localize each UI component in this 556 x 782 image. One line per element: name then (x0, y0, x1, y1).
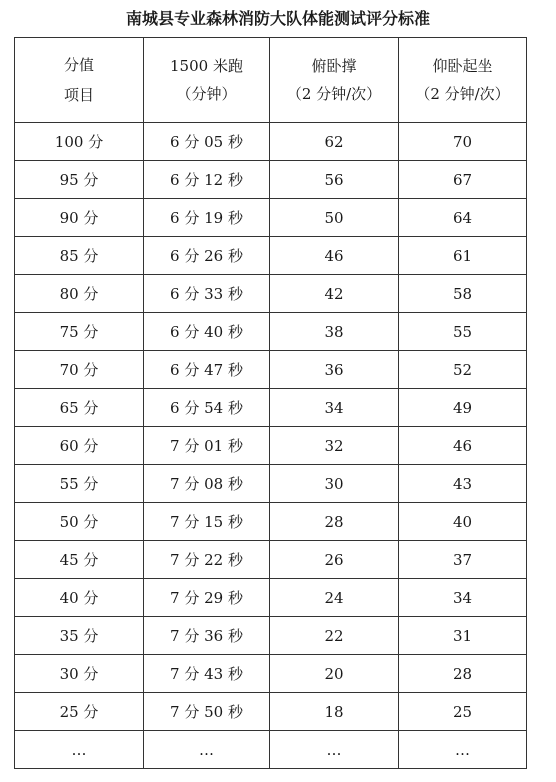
cell-pushups: 22 (270, 617, 399, 655)
cell-1500m-time: 7 分 29 秒 (144, 579, 270, 617)
cell-score: 85 分 (15, 237, 144, 275)
cell-situps: 40 (399, 503, 527, 541)
cell-score: 65 分 (15, 389, 144, 427)
cell-situps: 58 (399, 275, 527, 313)
header-situps-label: 仰卧起坐 (432, 57, 493, 75)
cell-pushups: 18 (270, 693, 399, 731)
cell-1500m-time: 6 分 12 秒 (144, 161, 270, 199)
cell-1500m-time: 7 分 22 秒 (144, 541, 270, 579)
table-body (15, 123, 527, 769)
cell-pushups: 34 (270, 389, 399, 427)
table-row (15, 541, 527, 579)
cell-situps: 28 (399, 655, 527, 693)
cell-1500m-time: 6 分 54 秒 (144, 389, 270, 427)
cell-situps: 31 (399, 617, 527, 655)
cell-1500m-time: 6 分 05 秒 (144, 123, 270, 161)
table-row (15, 693, 527, 731)
header-pushups (270, 38, 399, 123)
table-row (15, 161, 527, 199)
cell-score: 80 分 (15, 275, 144, 313)
cell-pushups: 24 (270, 579, 399, 617)
header-situps-unit: （2 分钟/次） (415, 85, 510, 103)
cell-pushups: 46 (270, 237, 399, 275)
cell-pushups: 36 (270, 351, 399, 389)
cell-score: 95 分 (15, 161, 144, 199)
cell-1500m-time: 7 分 50 秒 (144, 693, 270, 731)
cell-1500m-time: 6 分 47 秒 (144, 351, 270, 389)
cell-score: 60 分 (15, 427, 144, 465)
cell-1500m-time: … (144, 731, 270, 769)
cell-score: 25 分 (15, 693, 144, 731)
cell-situps: … (399, 731, 527, 769)
cell-pushups: 26 (270, 541, 399, 579)
cell-1500m-time: 6 分 19 秒 (144, 199, 270, 237)
cell-situps: 67 (399, 161, 527, 199)
table-row (15, 237, 527, 275)
cell-pushups: 20 (270, 655, 399, 693)
cell-pushups: 62 (270, 123, 399, 161)
table-header-row (15, 38, 527, 123)
table-row (15, 427, 527, 465)
cell-score: 30 分 (15, 655, 144, 693)
cell-score: 50 分 (15, 503, 144, 541)
cell-pushups: … (270, 731, 399, 769)
cell-pushups: 28 (270, 503, 399, 541)
cell-1500m-time: 6 分 26 秒 (144, 237, 270, 275)
cell-score: 40 分 (15, 579, 144, 617)
cell-situps: 49 (399, 389, 527, 427)
score-table (14, 37, 527, 769)
header-1500m-label: 1500 米跑 (170, 57, 243, 75)
cell-pushups: 50 (270, 199, 399, 237)
cell-1500m-time: 6 分 33 秒 (144, 275, 270, 313)
cell-pushups: 32 (270, 427, 399, 465)
cell-score: 75 分 (15, 313, 144, 351)
table-row (15, 731, 527, 769)
header-1500m-run (144, 38, 270, 123)
cell-situps: 46 (399, 427, 527, 465)
table-row (15, 389, 527, 427)
table-row (15, 351, 527, 389)
table-row (15, 655, 527, 693)
cell-pushups: 38 (270, 313, 399, 351)
table-row (15, 465, 527, 503)
cell-score: 90 分 (15, 199, 144, 237)
table-row (15, 313, 527, 351)
cell-situps: 64 (399, 199, 527, 237)
header-situps (399, 38, 527, 123)
cell-situps: 70 (399, 123, 527, 161)
cell-situps: 52 (399, 351, 527, 389)
cell-situps: 43 (399, 465, 527, 503)
cell-pushups: 30 (270, 465, 399, 503)
table-row (15, 617, 527, 655)
header-score-item (15, 38, 144, 123)
document-title: 南城县专业森林消防大队体能测试评分标准 (125, 9, 430, 28)
header-item-label: 项目 (63, 86, 94, 104)
table-row (15, 199, 527, 237)
cell-1500m-time: 7 分 43 秒 (144, 655, 270, 693)
cell-score: 55 分 (15, 465, 144, 503)
cell-situps: 55 (399, 313, 527, 351)
header-pushups-unit: （2 分钟/次） (286, 85, 382, 103)
cell-pushups: 42 (270, 275, 399, 313)
header-pushups-label: 俯卧撑 (311, 57, 357, 75)
cell-score: 35 分 (15, 617, 144, 655)
cell-1500m-time: 6 分 40 秒 (144, 313, 270, 351)
table-row (15, 579, 527, 617)
header-1500m-unit: （分钟） (176, 85, 237, 103)
cell-situps: 61 (399, 237, 527, 275)
cell-pushups: 56 (270, 161, 399, 199)
cell-score: 45 分 (15, 541, 144, 579)
cell-situps: 37 (399, 541, 527, 579)
cell-score: 70 分 (15, 351, 144, 389)
cell-situps: 25 (399, 693, 527, 731)
header-score-label: 分值 (63, 56, 94, 74)
table-row (15, 503, 527, 541)
cell-score: 100 分 (15, 123, 144, 161)
cell-1500m-time: 7 分 08 秒 (144, 465, 270, 503)
table-row (15, 275, 527, 313)
table-row (15, 123, 527, 161)
cell-score: … (15, 731, 144, 769)
cell-1500m-time: 7 分 15 秒 (144, 503, 270, 541)
cell-1500m-time: 7 分 01 秒 (144, 427, 270, 465)
cell-situps: 34 (399, 579, 527, 617)
cell-1500m-time: 7 分 36 秒 (144, 617, 270, 655)
